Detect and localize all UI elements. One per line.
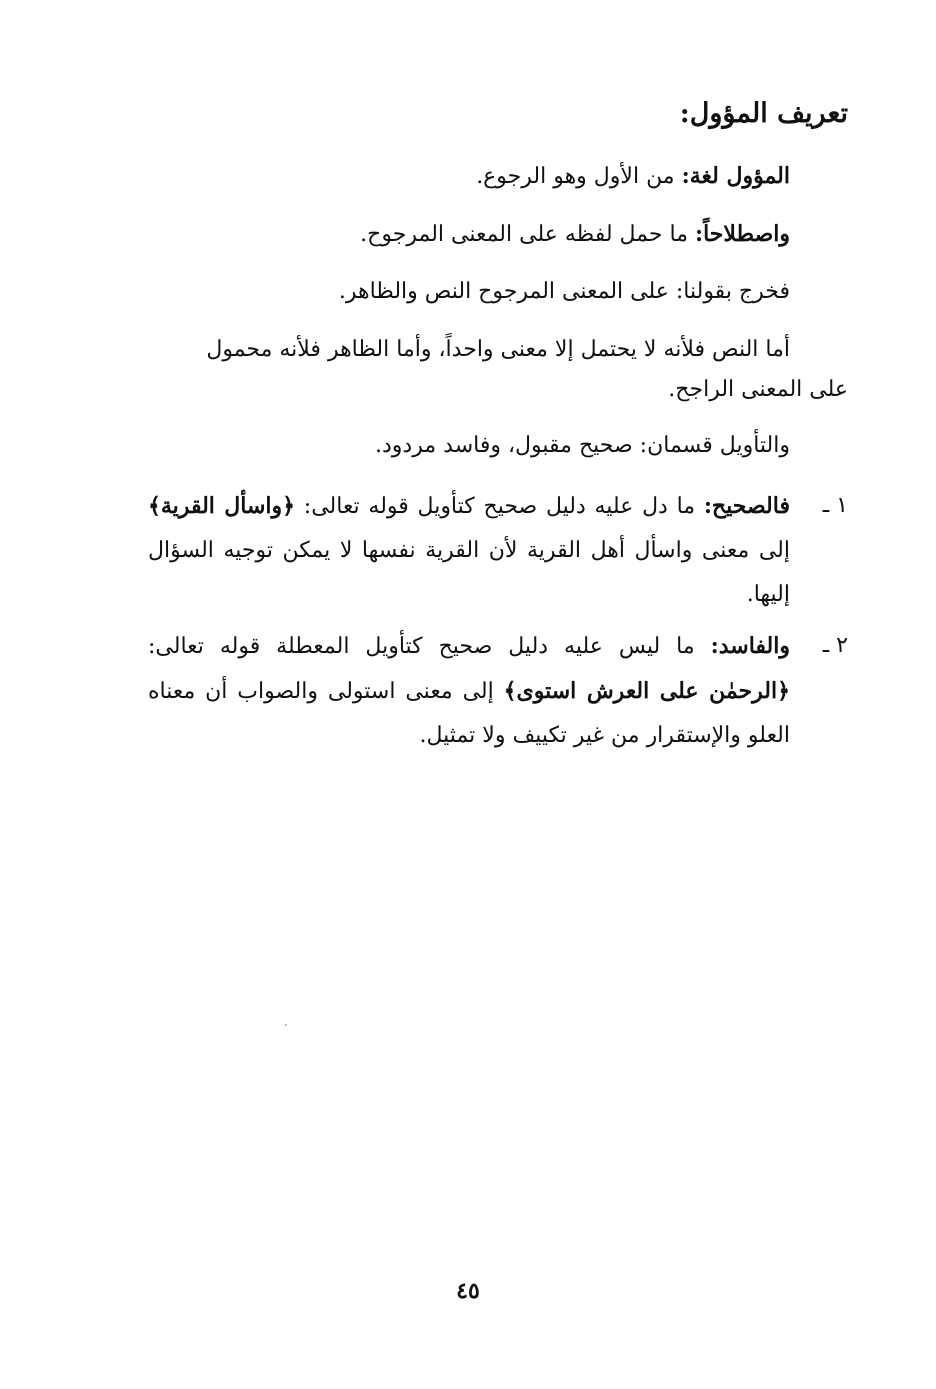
- list-item-term: والفاسد:: [710, 633, 790, 659]
- list-item-sahih: [148, 484, 848, 617]
- istilah-term: واصطلاحاً:: [694, 221, 790, 247]
- section-heading: تعريف المؤول:: [679, 98, 848, 129]
- nass-line-1: أما النص فلأنه لا يحتمل إلا معنى واحداً، وأما الظاهر فلأنه محمول: [206, 337, 790, 362]
- page-number: ٤٥: [456, 1278, 480, 1304]
- list-item-term: فالصحيح:: [703, 493, 790, 519]
- list-item-text-before: ما ليس عليه دليل صحيح كتأويل المعطلة قوله تعالى:: [148, 634, 711, 659]
- list-item-body: [148, 624, 790, 758]
- nass-line-2: على المعنى الراجح.: [668, 377, 848, 402]
- list-item-body: [148, 484, 790, 617]
- aqsam-line: والتأويل قسمان: صحيح مقبول، وفاسد مردود.: [375, 433, 790, 458]
- list-item-text-after: إلى معنى استولى والصواب أن معناه العلو والإستقرار من غير تكييف ولا تمثيل.: [148, 679, 790, 748]
- lugha-term: المؤول لغة:: [681, 163, 790, 189]
- list-item-number: ١ ـ: [822, 493, 848, 518]
- quran-quote: ﴿الرحمٰن على العرش استوى﴾: [503, 678, 790, 704]
- list-item-text-after: إلى معنى واسأل أهل القرية لأن القرية نفسها لا يمكن توجيه السؤال إليها.: [148, 538, 790, 607]
- istilah-definition: [360, 216, 790, 253]
- scan-speck: [285, 1024, 287, 1026]
- lugha-text: من الأول وهو الرجوع.: [476, 164, 682, 189]
- kharaja-line: فخرج بقولنا: على المعنى المرجوح النص والظاهر.: [338, 279, 790, 304]
- lugha-definition: [476, 158, 790, 195]
- list-item-fasid: [148, 624, 848, 758]
- istilah-text: ما حمل لفظه على المعنى المرجوح.: [360, 222, 695, 247]
- quran-quote: ﴿واسأل القرية﴾: [148, 493, 296, 519]
- list-item-text-before: ما دل عليه دليل صحيح كتأويل قوله تعالى:: [295, 494, 704, 519]
- list-item-number: ٢ ـ: [822, 633, 848, 658]
